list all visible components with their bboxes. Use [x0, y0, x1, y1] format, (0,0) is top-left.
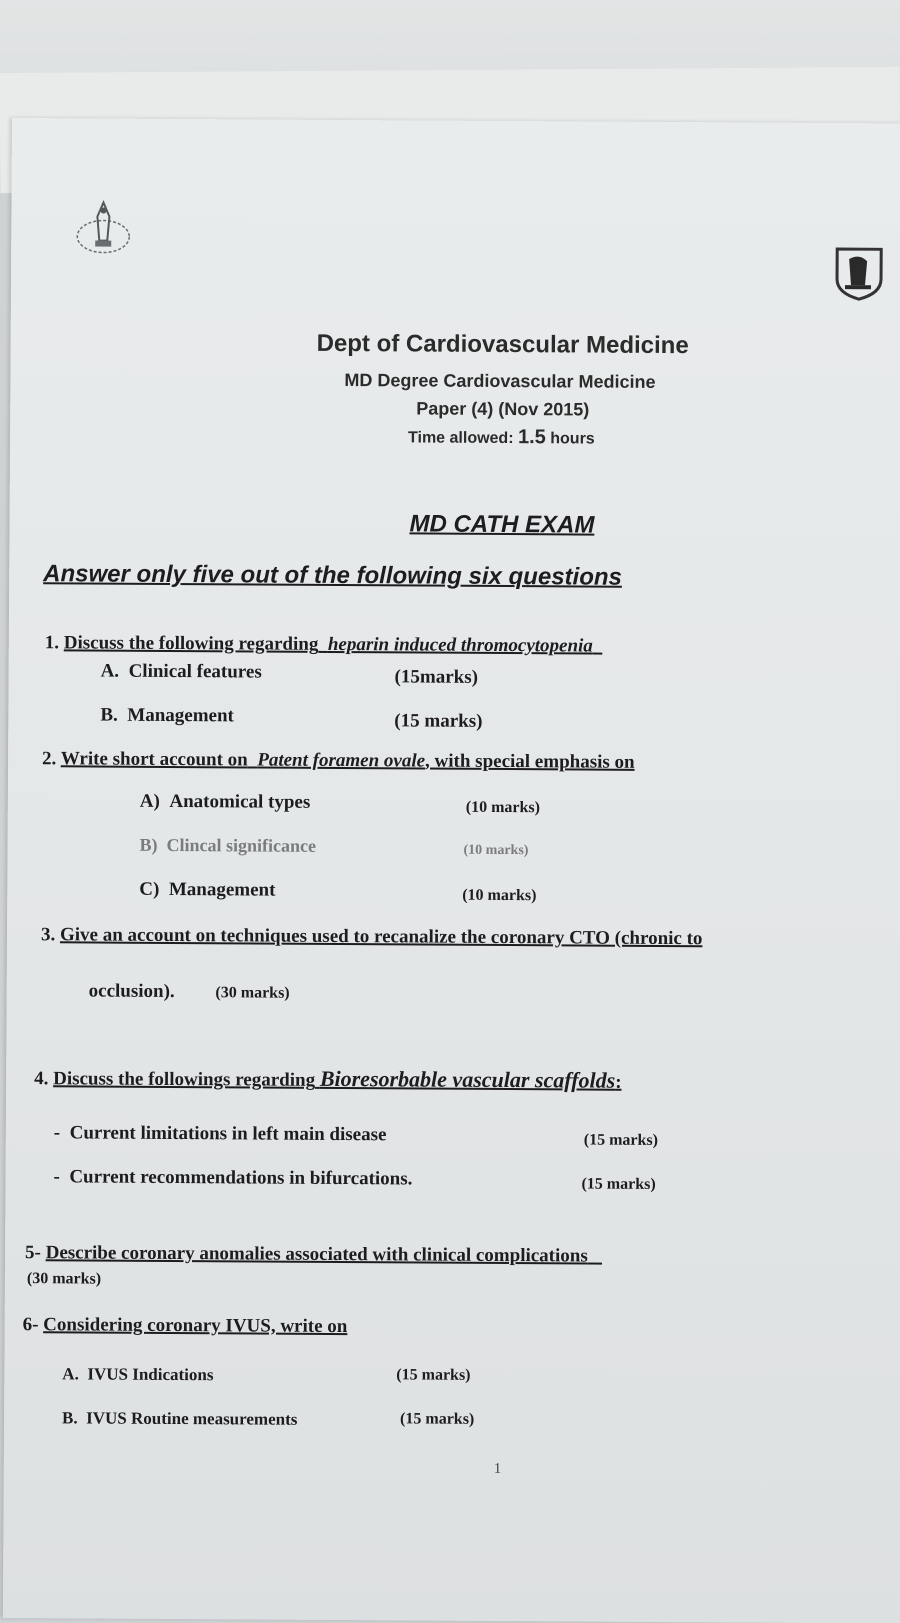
item-text: IVUS Routine measurements	[86, 1408, 298, 1429]
q4-item-2-marks: (15 marks)	[581, 1175, 656, 1193]
question-6	[23, 1314, 348, 1338]
q5-marks: (30 marks)	[26, 1270, 102, 1288]
exam-title: MD CATH EXAM	[409, 510, 595, 539]
question-colon: :	[615, 1071, 622, 1093]
item-label: C)	[139, 878, 160, 900]
item-label: A.	[62, 1364, 79, 1384]
question-2	[42, 748, 635, 774]
q2-item-a	[140, 791, 311, 814]
item-text: IVUS Indications	[87, 1364, 214, 1385]
q2-item-b-marks: (10 marks)	[463, 842, 529, 859]
q4-item-2	[53, 1166, 412, 1190]
question-number: 1.	[44, 632, 60, 654]
question-number: 5-	[25, 1242, 41, 1264]
item-text: Management	[168, 878, 276, 901]
q2-item-b	[139, 835, 316, 857]
question-4	[34, 1064, 622, 1094]
question-lead: Discuss the following regarding	[63, 632, 319, 655]
item-text: Current recommendations in bifurcations.	[69, 1166, 413, 1190]
time-allowed	[408, 425, 595, 449]
q6-item-b	[62, 1408, 297, 1429]
degree-title: MD Degree Cardiovascular Medicine	[344, 370, 656, 392]
time-label: Time allowed:	[408, 429, 514, 448]
item-label: -	[53, 1122, 61, 1144]
q6-item-b-marks: (15 marks)	[400, 1410, 475, 1428]
question-topic: Patent foramen ovale	[257, 749, 426, 772]
q1-item-a-marks: (15marks)	[394, 666, 479, 688]
item-text: Clincal significance	[166, 834, 317, 856]
item-text: Management	[127, 704, 234, 727]
question-1	[45, 632, 603, 657]
instructions: Answer only five out of the following six questions	[43, 560, 623, 591]
question-3	[41, 924, 703, 950]
item-label: B.	[100, 704, 118, 726]
item-label: B.	[62, 1408, 78, 1428]
page-number: 1	[493, 1460, 502, 1478]
question-body: Describe coronary anomalies associated with clinical complications	[45, 1242, 588, 1267]
q2-item-c-marks: (10 marks)	[462, 886, 537, 905]
question-number: 2.	[42, 748, 57, 770]
q3-line-2	[89, 980, 290, 1003]
q6-item-a-marks: (15 marks)	[396, 1366, 471, 1384]
item-label: A.	[100, 660, 120, 682]
question-text	[46, 1242, 603, 1266]
q4-item-1	[54, 1122, 387, 1146]
question-number: 4.	[34, 1068, 49, 1090]
question-lead: Discuss the followings regarding	[53, 1068, 316, 1091]
q3-marks: (30 marks)	[215, 984, 290, 1002]
paper-title: Paper (4) (Nov 2015)	[416, 398, 590, 420]
q1-item-a	[101, 661, 262, 684]
question-text	[61, 748, 635, 773]
university-crest-icon	[73, 196, 133, 258]
q2-item-c	[139, 879, 275, 902]
department-title: Dept of Cardiovascular Medicine	[316, 329, 689, 360]
time-value: 1.5	[517, 426, 546, 449]
item-label: A)	[139, 790, 160, 812]
question-5	[25, 1242, 602, 1268]
item-label: -	[53, 1166, 60, 1188]
question-text: Give an account on techniques used to recanalize the coronary CTO (chronic to	[59, 924, 703, 950]
question-number: 6-	[22, 1314, 39, 1336]
question-text	[53, 1065, 622, 1093]
item-text: Current limitations in left main disease	[69, 1122, 387, 1146]
question-topic: heparin induced thromocytopenia	[327, 633, 593, 657]
item-text: Clinical features	[128, 660, 262, 683]
q4-item-1-marks: (15 marks)	[583, 1131, 659, 1149]
item-label: B)	[139, 834, 158, 855]
question-text	[64, 632, 603, 656]
item-text: Anatomical types	[169, 790, 311, 813]
question-tail: , with special emphasis on	[424, 750, 635, 773]
q2-item-a-marks: (10 marks)	[465, 798, 541, 817]
q6-item-a	[62, 1364, 213, 1385]
time-unit: hours	[550, 430, 595, 448]
question-lead: Write short account on	[60, 748, 248, 771]
q1-item-b-marks: (15 marks)	[394, 710, 483, 732]
question-topic: Bioresorbable vascular scaffolds	[319, 1065, 616, 1093]
question-continuation: occlusion).	[88, 980, 175, 1003]
question-number: 3.	[40, 924, 56, 946]
faculty-seal-icon	[833, 245, 885, 305]
question-text: Considering coronary IVUS, write on	[43, 1314, 348, 1338]
exam-paper	[3, 118, 900, 1623]
q1-item-b	[100, 705, 234, 728]
